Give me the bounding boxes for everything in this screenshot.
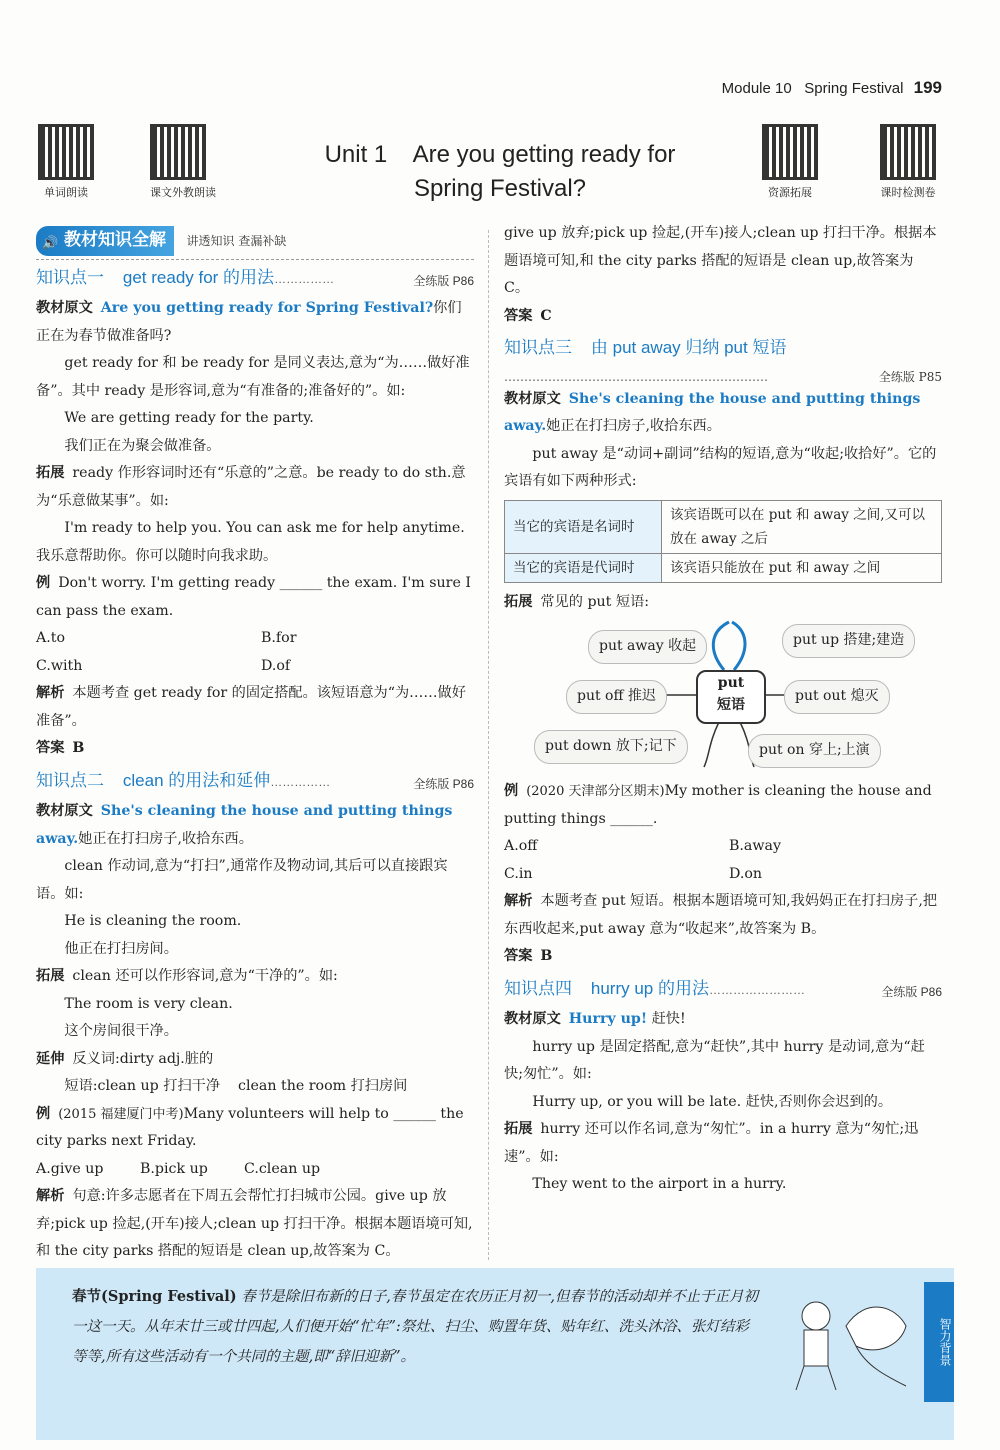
kp2-ext-zh: 这个房间很干净。 — [64, 1023, 178, 1039]
festival-illustration-icon — [776, 1286, 916, 1396]
page-number: 199 — [913, 78, 942, 97]
kp3-p1: put away 是“动词+副词”结构的短语,意为“收起;收拾好”。它的宾语有如下两种形式: — [504, 445, 937, 489]
kp2-options — [36, 1156, 474, 1184]
kp1-title: 知识点一 get ready for 的用法 — [36, 267, 275, 287]
qr-label: 课文外教朗读 — [150, 186, 216, 199]
unit-title-line2: Spring Festival? — [413, 175, 587, 202]
background-box — [36, 1268, 954, 1440]
kp4-orig-zh: 赶快! — [651, 1011, 686, 1027]
option: C.in — [504, 865, 533, 882]
option: D.on — [729, 865, 763, 882]
option: D.of — [261, 657, 291, 674]
qr-code-3[interactable] — [762, 124, 818, 200]
qr-icon — [762, 124, 818, 180]
kp3-ref: 全练版 P85 — [878, 369, 942, 384]
mindmap-center: put 短语 — [696, 670, 766, 724]
kp1-answer: 答案 B — [36, 740, 85, 756]
column-divider — [488, 230, 489, 1260]
kp2-yan2: 短语:clean up 打扫干净 clean the room 打扫房间 — [64, 1078, 408, 1094]
module-label: Module 10 — [721, 80, 792, 97]
option: B.for — [261, 630, 297, 646]
qr-code-1[interactable] — [38, 124, 94, 200]
kp2-ext-en: The room is very clean. — [64, 995, 233, 1012]
kp2-answer: 答案 C — [504, 307, 552, 324]
kp3-question: 例 (2020 天津部分区期末)My mother is cleaning the house and putting things ______. — [504, 783, 932, 827]
kp2-p1: clean 作动词,意为“打扫”,通常作及物动词,其后可以直接跟宾语。如: — [36, 858, 448, 902]
background-body: 春节是除旧布新的日子,春节虽定在农历正月初一,但春节的活动却并不止于正月初一这一天。从年末廿三或廿四起,人们便开始“忙年”:祭灶、扫尘、购置年货、贴年红、洗头沐浴、张灯结彩等等,所有这些活动有一个共同的主题,即“辞旧迎新”。 — [72, 1289, 758, 1365]
chapter-label: Spring Festival — [804, 80, 904, 97]
kp4-orig-en: Hurry up! — [568, 1011, 648, 1027]
kp3-answer: 答案 B — [504, 948, 553, 964]
option: B.pick up — [140, 1160, 208, 1177]
kp3-analysis: 解析 本题考查 put 短语。根据本题语境可知,我妈妈正在打扫房子,把东西收起来,put away 意为“收起来”,故答案为 B。 — [504, 893, 938, 937]
qr-icon — [150, 124, 206, 180]
qr-code-4[interactable] — [880, 124, 936, 200]
option: A.to — [36, 630, 65, 646]
kp4-title: 知识点四 hurry up 的用法 — [504, 978, 709, 998]
section-band-sub: 讲透知识 查漏补缺 — [186, 234, 287, 248]
mindmap-node: put away 收起 — [588, 630, 707, 664]
kp1-ex-zh: 我们正在为聚会做准备。 — [64, 437, 221, 454]
speaker-icon: 🔊 — [42, 236, 59, 251]
kp3-ref-row — [504, 364, 942, 386]
kp2-orig-en: She's cleaning the house and putting things away. — [36, 803, 453, 847]
mindmap-node: put up 搭建;建造 — [782, 624, 915, 658]
kp1-ext-en: I'm ready to help you. You can ask me for help anytime. — [64, 520, 465, 536]
kp3-options-row1 — [504, 833, 942, 861]
kp4-ex: Hurry up, or you will be late. 赶快,否则你会迟到的。 — [532, 1093, 893, 1110]
mindmap-node: put out 熄灭 — [784, 680, 890, 714]
option: C.with — [36, 657, 83, 674]
kp1-orig-en: Are you getting ready for Spring Festival? — [100, 300, 434, 316]
kp2-ex-zh: 他正在打扫房间。 — [64, 940, 178, 957]
kp3-orig-en: She's cleaning the house and putting things away. — [504, 390, 921, 434]
option: A.give up — [36, 1160, 104, 1177]
qr-label: 资源拓展 — [768, 186, 812, 199]
kp2-ex-en: He is cleaning the room. — [64, 913, 242, 929]
kp2-original: 教材原文 She's cleaning the house and putting things away.她正在打扫房子,收拾东西。 — [36, 803, 453, 847]
kp1-dots: …………… — [274, 271, 335, 286]
kp3-orig-zh: 她正在打扫房子,收拾东西。 — [546, 418, 721, 434]
kp2-question: 例 (2015 福建厦门中考)Many volunteers will help to ______ the city parks next Friday. — [36, 1105, 464, 1149]
qr-icon — [880, 124, 936, 180]
kp4-heading — [504, 975, 942, 1005]
qr-label: 单词朗读 — [44, 186, 88, 199]
kp4-original: 教材原文 Hurry up! 赶快! — [504, 1011, 686, 1027]
option: B.away — [729, 838, 782, 854]
kp2-ext: 拓展 clean 还可以作形容词,意为“干净的”。如: — [36, 968, 338, 984]
kp1-options-row2 — [36, 653, 474, 681]
qr-label: 课时检测卷 — [880, 186, 936, 199]
kp1-analysis: 解析 本题考查 get ready for 的固定搭配。该短语意为“为……做好准备”。 — [36, 685, 466, 729]
section-band — [36, 226, 174, 256]
kp3-ext: 拓展 常见的 put 短语: — [504, 593, 650, 610]
kp2-orig-zh: 她正在打扫房子,收拾东西。 — [78, 830, 253, 847]
kp1-original: 教材原文 Are you getting ready for Spring Festival?你们正在为春节做准备吗? — [36, 300, 462, 344]
option: A.off — [504, 838, 538, 854]
running-header — [722, 78, 942, 98]
kp3-dots: ………………………………………………………… — [504, 369, 768, 384]
kp1-ex-en: We are getting ready for the party. — [64, 410, 314, 426]
kp4-ref: 全练版 P86 — [881, 984, 942, 999]
kp1-ext-zh: 我乐意帮助你。你可以随时向我求助。 — [36, 547, 278, 564]
put-phrase-mindmap — [504, 622, 942, 772]
background-tab: 智力背景 — [924, 1282, 954, 1402]
kp2-title: 知识点二 clean 的用法和延伸 — [36, 770, 271, 790]
mindmap-node: put off 推迟 — [566, 680, 667, 714]
section-band-row — [36, 226, 474, 260]
kp3-title: 知识点三 由 put away 归纳 put 短语 — [504, 338, 787, 357]
table-cell: 当它的宾语是名词时 — [505, 500, 662, 553]
background-term: 春节(Spring Festival) — [72, 1288, 237, 1305]
kp1-ref: 全练版 P86 — [413, 273, 474, 288]
kp3-original: 教材原文 She's cleaning the house and putting things away.她正在打扫房子,收拾东西。 — [504, 390, 921, 434]
kp2-yan: 延伸 反义词:dirty adj.脏的 — [36, 1050, 214, 1067]
section-band-label: 教材知识全解 — [64, 230, 166, 250]
qr-code-2[interactable] — [150, 124, 216, 200]
kp3-heading — [504, 334, 942, 362]
unit-title — [290, 138, 710, 206]
kp4-ext: 拓展 hurry 还可以作名词,意为“匆忙”。in a hurry 意为“匆忙;迅速”。如: — [504, 1121, 919, 1165]
kp1-question: 例 Don't worry. I'm getting ready ______ the exam. I'm sure I can pass the exam. — [36, 575, 471, 619]
table-cell: 该宾语只能放在 put 和 away 之间 — [662, 553, 942, 582]
kp1-options-row1 — [36, 625, 474, 653]
kp1-heading — [36, 264, 474, 294]
qr-icon — [38, 124, 94, 180]
kp3-options-row2 — [504, 861, 942, 889]
kp3-table — [504, 500, 942, 583]
background-text — [72, 1282, 762, 1372]
table-cell: 该宾语既可以在 put 和 away 之间,又可以放在 away 之后 — [662, 500, 942, 553]
kp1-p1: get ready for 和 be ready for 是同义表达,意为“为……做好准备”。其中 ready 是形容词,意为“有准备的;准备好的”。如: — [36, 355, 470, 399]
table-cell: 当它的宾语是代词时 — [505, 553, 662, 582]
option: C.clean up — [244, 1160, 321, 1177]
kp2-analysis-continued: give up 放弃;pick up 捡起,(开车)接人;clean up 打扫干净。根据本题语境可知,和 the city parks 搭配的短语是 clean up,故答案为 C。 — [504, 225, 937, 296]
kp2-heading — [36, 767, 474, 797]
kp1-ext: 拓展 ready 作形容词时还有“乐意的”之意。be ready to do sth.意为“乐意做某事”。如: — [36, 465, 466, 509]
unit-title-line1: Unit 1 Are you getting ready for — [324, 141, 676, 168]
table-row — [505, 553, 942, 582]
kp2-ref: 全练版 P86 — [413, 776, 474, 791]
kp4-p1: hurry up 是固定搭配,意为“赶快”,其中 hurry 是动词,意为“赶快;匆忙”。如: — [504, 1038, 925, 1082]
kp2-analysis: 解析 句意:许多志愿者在下周五会帮忙打扫城市公园。give up 放弃;pick up 捡起,(开车)接人;clean up 打扫干净。根据本题语境可知,和 the city parks 搭配的短语是 clean up,故答案为 C。 — [36, 1188, 473, 1259]
kp4-ext-en: They went to the airport in a hurry. — [532, 1176, 787, 1192]
right-column — [504, 220, 942, 1199]
kp4-dots: …………………… — [708, 982, 805, 997]
mindmap-node: put down 放下;记下 — [534, 730, 688, 764]
mindmap-node: put on 穿上;上演 — [748, 734, 881, 768]
table-row — [505, 500, 942, 553]
kp1-orig-zh: 你们正在为春节做准备吗? — [36, 300, 462, 344]
kp2-dots: …………… — [270, 774, 331, 789]
left-column — [36, 226, 474, 1259]
